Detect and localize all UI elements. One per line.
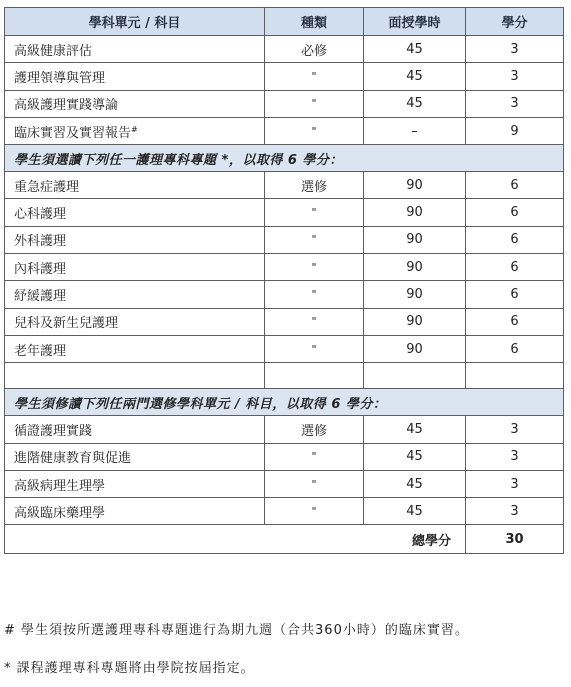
- course-type: ": [265, 335, 364, 362]
- course-hours: 45: [364, 36, 466, 63]
- course-type: ": [265, 226, 364, 253]
- course-credits: 6: [466, 226, 564, 253]
- section-header-row: [5, 389, 564, 416]
- course-name: 高級臨床藥理學: [5, 498, 265, 525]
- course-name: 內科護理: [5, 254, 265, 281]
- course-credits: 3: [466, 443, 564, 470]
- course-name: 高級病理生理學: [5, 470, 265, 497]
- course-type: 選修: [265, 172, 364, 199]
- course-hours: 90: [364, 254, 466, 281]
- table-row: [5, 308, 564, 335]
- table-row: [5, 443, 564, 470]
- course-type: ": [265, 63, 364, 90]
- total-row: [5, 525, 564, 554]
- table-row: [5, 281, 564, 308]
- course-hours: 90: [364, 172, 466, 199]
- table-row: [5, 199, 564, 226]
- table-header-row: [5, 8, 564, 36]
- course-credits: 3: [466, 416, 564, 443]
- course-name: 高級健康評估: [5, 36, 265, 63]
- table-row: [5, 498, 564, 525]
- course-name: 重急症護理: [5, 172, 265, 199]
- course-hours: 90: [364, 335, 466, 362]
- hash-footnote-mark: #: [131, 124, 138, 134]
- course-hours: 90: [364, 308, 466, 335]
- course-name: 外科護理: [5, 226, 265, 253]
- course-credits: 3: [466, 498, 564, 525]
- table-row: [5, 172, 564, 199]
- course-hours: 90: [364, 226, 466, 253]
- course-hours: 45: [364, 416, 466, 443]
- course-name: 老年護理: [5, 335, 265, 362]
- header-credits: 學分: [466, 8, 564, 36]
- course-credits: 3: [466, 36, 564, 63]
- course-credits: 6: [466, 199, 564, 226]
- course-credits: 3: [466, 90, 564, 117]
- header-type: 種類: [265, 8, 364, 36]
- course-type: ": [265, 254, 364, 281]
- course-credits: 6: [466, 308, 564, 335]
- blank-cell: [265, 363, 364, 389]
- table-row: [5, 90, 564, 117]
- blank-row: [5, 363, 564, 389]
- course-type: ": [265, 117, 364, 144]
- blank-cell: [364, 363, 466, 389]
- blank-cell: [5, 363, 265, 389]
- course-name: 護理領導與管理: [5, 63, 265, 90]
- course-type: 選修: [265, 416, 364, 443]
- table-row: [5, 416, 564, 443]
- curriculum-table: [4, 7, 564, 554]
- total-label: 總學分: [5, 525, 466, 554]
- course-name: 紓緩護理: [5, 281, 265, 308]
- blank-cell: [466, 363, 564, 389]
- course-hours: 45: [364, 90, 466, 117]
- header-hours: 面授學時: [364, 8, 466, 36]
- section-title-electives: 學生須修讀下列任兩門選修學科單元 / 科目，以取得 6 學分：: [5, 389, 564, 416]
- course-name: 進階健康教育與促進: [5, 443, 265, 470]
- course-credits: 6: [466, 172, 564, 199]
- curriculum-table-wrapper: [4, 7, 563, 554]
- table-row: [5, 470, 564, 497]
- course-name: 高級護理實踐導論: [5, 90, 265, 117]
- section-header-row: [5, 145, 564, 172]
- course-type: ": [265, 199, 364, 226]
- table-row: [5, 335, 564, 362]
- course-hours: 45: [364, 443, 466, 470]
- course-name: 臨床實習及實習報告: [14, 125, 132, 141]
- course-name-cell: [5, 117, 265, 144]
- course-credits: 6: [466, 335, 564, 362]
- table-row: [5, 254, 564, 281]
- course-hours: 90: [364, 281, 466, 308]
- course-type: ": [265, 498, 364, 525]
- course-hours: 90: [364, 199, 466, 226]
- course-type: ": [265, 281, 364, 308]
- course-hours: –: [364, 117, 466, 144]
- course-type: ": [265, 90, 364, 117]
- table-row: [5, 117, 564, 144]
- course-name: 心科護理: [5, 199, 265, 226]
- course-hours: 45: [364, 63, 466, 90]
- course-name: 循證護理實踐: [5, 416, 265, 443]
- table-row: [5, 36, 564, 63]
- course-credits: 3: [466, 470, 564, 497]
- course-type: ": [265, 308, 364, 335]
- section-title-specialty: 學生須選讀下列任一護理專科專題 *，以取得 6 學分：: [5, 145, 564, 172]
- course-hours: 45: [364, 498, 466, 525]
- table-row: [5, 226, 564, 253]
- footnote-hash: # 學生須按所選護理專科專題進行為期九週（合共360小時）的臨床實習。: [4, 623, 469, 638]
- course-type: ": [265, 443, 364, 470]
- course-credits: 6: [466, 281, 564, 308]
- table-row: [5, 63, 564, 90]
- course-hours: 45: [364, 470, 466, 497]
- course-name: 兒科及新生兒護理: [5, 308, 265, 335]
- footnote-star: * 課程護理專科專題將由學院按屆指定。: [4, 661, 255, 676]
- course-credits: 6: [466, 254, 564, 281]
- course-type: 必修: [265, 36, 364, 63]
- course-credits: 3: [466, 63, 564, 90]
- header-subject: 學科單元 / 科目: [5, 8, 265, 36]
- total-value: 30: [466, 525, 564, 554]
- course-type: ": [265, 470, 364, 497]
- course-credits: 9: [466, 117, 564, 144]
